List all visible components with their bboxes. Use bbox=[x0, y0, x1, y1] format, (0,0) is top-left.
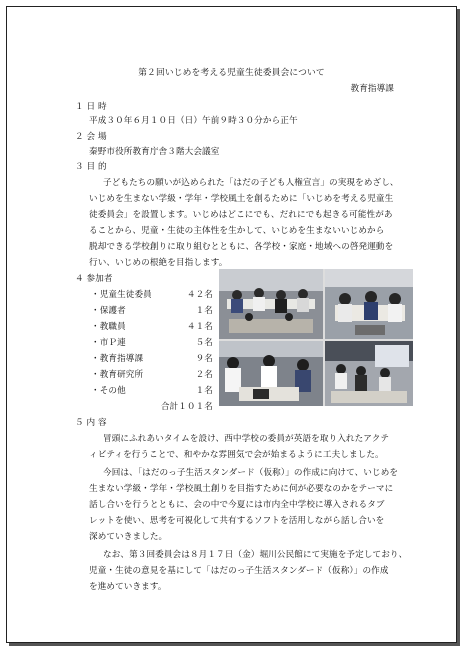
content-line: なお、第３回委員会は８月１７日（金）堀川公民館にて実施を予定しており、 bbox=[103, 550, 408, 560]
datetime-text: 平成３０年６月１０日（日）午前９時３０分から正午 bbox=[89, 116, 298, 126]
purpose-line: ることから、児童・生徒の主体性を生かして、いじめを生まないいじめから bbox=[89, 226, 385, 236]
content-line: 生まない学級・学年・学校風土創りを目指すために何が必要なのかをテーマに bbox=[89, 484, 394, 494]
content-line: 話し合いを行うとともに、会の中で今夏には市内全中学校に導入されるタブ bbox=[89, 500, 385, 510]
photo-meeting-room bbox=[219, 269, 323, 339]
participant-label: ・教職員 bbox=[91, 322, 126, 332]
purpose-line: 脱却できる学校創りに取り組むとともに、各学校・家庭・地域への啓発運動を bbox=[89, 242, 394, 252]
participant-row bbox=[91, 305, 213, 317]
section-heading-participants: ４ 参加者 bbox=[75, 274, 113, 284]
participant-label: ・その他 bbox=[91, 386, 126, 396]
content-line: 今回は、「はだのっ子生活スタンダード（仮称）」の作成に向けて、いじめを bbox=[103, 468, 399, 478]
purpose-line: いじめを生まない学級・学年・学校風土を創るために「いじめを考える児童生 bbox=[89, 194, 394, 204]
participant-count: １名 bbox=[195, 306, 213, 316]
purpose-line: 行い、いじめの根絶を目指します。 bbox=[89, 258, 228, 268]
section-heading-datetime: １ 日 時 bbox=[75, 102, 107, 112]
participant-count: ４１名 bbox=[186, 322, 213, 332]
content-line: を進めていきます。 bbox=[89, 582, 167, 592]
content-line: ィビティを行うことで、和やかな雰囲気で会が始まるように工夫しました。 bbox=[89, 450, 384, 460]
participant-count: ５名 bbox=[195, 338, 213, 348]
photo-tablet-activity bbox=[219, 341, 323, 406]
participant-label: ・教育研究所 bbox=[91, 370, 144, 380]
participant-row bbox=[91, 337, 213, 349]
participant-label: ・教育指導課 bbox=[91, 354, 144, 364]
participant-row bbox=[91, 353, 213, 365]
section-heading-purpose: ３ 目 的 bbox=[75, 162, 107, 172]
participant-row bbox=[91, 369, 213, 381]
content-line: 深めていきました。 bbox=[89, 532, 168, 542]
document-title: 第２回いじめを考える児童生徒委員会について bbox=[138, 68, 325, 78]
participant-count: ２名 bbox=[195, 370, 213, 380]
venue-text: 秦野市役所教育庁舎３階大会議室 bbox=[89, 147, 220, 157]
participant-label: ・児童生徒委員 bbox=[91, 290, 152, 300]
document-page bbox=[6, 6, 457, 643]
section-heading-content: ５ 内 容 bbox=[75, 418, 107, 428]
participant-count: ９名 bbox=[195, 354, 213, 364]
participant-row bbox=[91, 321, 213, 333]
section-heading-venue: ２ 会 場 bbox=[75, 132, 107, 142]
participant-count: １名 bbox=[195, 386, 213, 396]
participant-count: ４２名 bbox=[186, 290, 213, 300]
department-name: 教育指導課 bbox=[350, 84, 394, 94]
purpose-line: 徒委員会」を設置します。いじめはどこにでも、だれにでも起きる可能性があ bbox=[89, 210, 393, 220]
content-line: 冒頭にふれあいタイムを設け、西中学校の委員が英語を取り入れたアクテ bbox=[103, 434, 390, 444]
content-line: レットを使い、思考を可視化して共有するソフトを活用しながら話し合いを bbox=[89, 516, 385, 526]
purpose-line: 子どもたちの願いが込められた「はだの子ども人権宣言」の実現をめざし、 bbox=[103, 178, 399, 188]
participant-row bbox=[91, 289, 213, 301]
content-line: 児童・生徒の意見を基にして「はだのっ子生活スタンダード（仮称）」の作成 bbox=[89, 566, 389, 576]
participant-total: 合計１０１名 bbox=[160, 402, 213, 412]
meeting-photos bbox=[219, 269, 413, 406]
photo-presentation bbox=[325, 341, 413, 406]
participant-row bbox=[91, 385, 213, 397]
photo-group-discussion bbox=[325, 269, 413, 339]
participant-label: ・市Ｐ連 bbox=[91, 338, 126, 348]
participant-label: ・保護者 bbox=[91, 306, 126, 316]
